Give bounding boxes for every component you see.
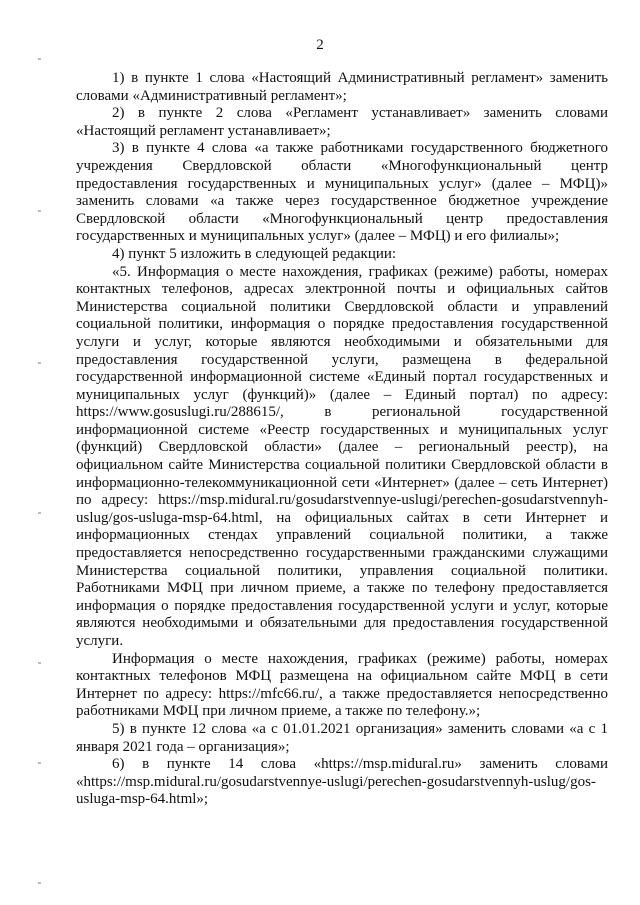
scan-mark: [38, 210, 41, 212]
paragraph-item-2: 2) в пункте 2 слова «Регламент устанавливает» заменить словами «Настоящий регламент устанавливает»;: [76, 105, 608, 139]
scan-mark: [38, 58, 41, 60]
paragraph-mfc-information: Информация о месте нахождения, графиках (режиме) работы, номерах контактных телефонов МФЦ размещена на официальном сайте МФЦ в сети Интернет по адресу: https://mfc66.ru/, а также предоставляется непосредственно работниками МФЦ при личном приеме, а также по телефону.»;: [76, 650, 608, 720]
scan-mark: [38, 762, 41, 764]
paragraph-item-1: 1) в пункте 1 слова «Настоящий Административный регламент» заменить словами «Административный регламент»;: [76, 70, 608, 104]
document-body: [76, 70, 608, 809]
page-number: 2: [316, 37, 324, 53]
scan-mark: [38, 662, 41, 664]
paragraph-new-wording-point-5: «5. Информация о месте нахождения, графиках (режиме) работы, номерах контактных телефонов, адресах электронной почты и официальных сайтов Министерства социальной политики Свердловской области и управлений социальной политики, информация о порядке предоставления государственной услуги и услуг, которые являются необходимыми и обязательными для предоставления государственной услуги, размещена в федеральной государственной информационной системе «Единый портал государственных и муниципальных услуг (функций)» (далее – Единый портал) по адресу: https://www.gosuslugi.ru/288615/, в региональной государственной информационной системе «Реестр государственных и муниципальных услуг (функций) Свердловской области» (далее – региональный реестр), на официальном сайте Министерства социальной политики Свердловской области в информационно-телекоммуникационной сети «Интернет» (далее – сеть Интернет) по адресу: https://msp.midural.ru/gosudarstvennye-uslugi/perechen-gosudarstvennyh-uslug/gos-usluga-msp-64.html, на официальных сайтах в сети Интернет и информационных стендах управлений социальной политики, а также предоставляется непосредственно государственными гражданскими служащими Министерства социальной политики, управления социальной политики. Работниками МФЦ при личном приеме, а также по телефону предоставляется информация о порядке предоставления государственной услуги и услуг, которые являются необходимыми и обязательными для предоставления государственной услуги.: [76, 263, 608, 649]
scan-mark: [38, 882, 41, 884]
paragraph-item-3: 3) в пункте 4 слова «а также работниками государственного бюджетного учреждения Свердловской области «Многофункциональный центр предоставления государственных и муниципальных услуг» (далее – МФЦ)» заменить словами «а также через государственное бюджетное учреждение Свердловской области «Многофункциональный центр предоставления государственных и муниципальных услуг» (далее – МФЦ) и его филиалы»;: [76, 140, 608, 245]
paragraph-item-4: 4) пункт 5 изложить в следующей редакции:: [112, 245, 397, 262]
paragraph-item-6: 6) в пункте 14 слова «https://msp.midural.ru» заменить словами «https://msp.midural.ru/gosudarstvennye-uslugi/perechen-gosudarstvennyh-uslug/gos-usluga-msp-64.html»;: [76, 756, 608, 808]
paragraph-item-5: 5) в пункте 12 слова «а с 01.01.2021 организация» заменить словами «а с 1 января 2021 года – организация»;: [76, 720, 608, 755]
scan-mark: [38, 362, 41, 364]
scan-mark: [38, 512, 41, 514]
